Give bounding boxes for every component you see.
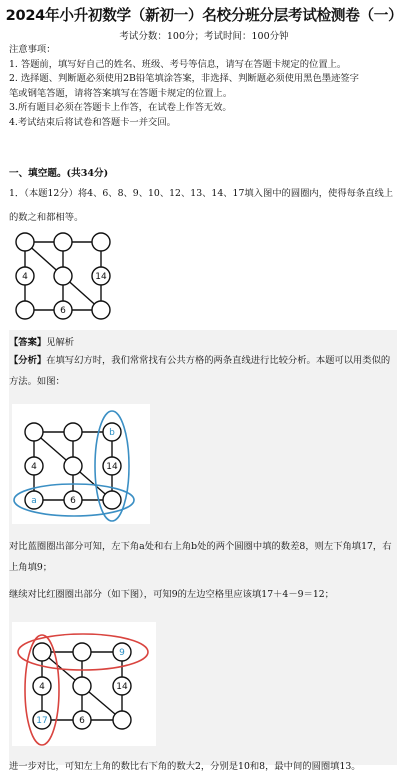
- note-item: 3.所有题目必须在答题卡上作答，在试卷上作答无效。: [9, 102, 232, 114]
- answer-line: [9, 334, 74, 348]
- note-item: 2. 选择题、判断题必须使用2B铅笔填涂答案，非选择、判断题必须使用黑色墨迹签字: [9, 73, 359, 85]
- notes-block: [9, 43, 401, 131]
- analysis-paragraph: 继续对比红圈圈出部分（如下图），可知9的左边空格里应该填17＋4－9＝12；: [9, 589, 334, 600]
- circle: [54, 233, 72, 251]
- page-title: 2024年小升初数学（新初一）名校分班分层考试检测卷（一）: [5, 7, 403, 24]
- circle-label: b: [109, 428, 115, 438]
- circle-label: a: [31, 496, 37, 506]
- analysis-figure-1: [12, 404, 150, 524]
- circle: [73, 677, 91, 695]
- circle-label: 4: [31, 462, 37, 472]
- section-heading: 一、填空题。(共34分): [9, 168, 109, 179]
- circle-label: 9: [119, 648, 125, 658]
- circle-label: 4: [39, 682, 45, 692]
- note-item: 笔或钢笔答题，请将答案填写在答题卡规定的位置上。: [9, 87, 233, 99]
- circle: [92, 301, 110, 319]
- circle-label: 14: [106, 462, 118, 472]
- notes-heading: 注意事项：: [9, 44, 56, 55]
- question-text: 1．（本题12分）将4、6、8、9、10、12、13、14、17填入图中的圆圈内，使得每条直线上的数之和都相等。: [9, 188, 394, 223]
- analysis-paragraph: 对比蓝圈圈出部分可知，左下角a处和右上角b处的两个圆圈中填的数差8，则左下角填17，右上角填9；: [9, 541, 392, 573]
- question-figure: [10, 228, 122, 328]
- analysis-figure-2: [12, 622, 156, 746]
- circle: [103, 491, 121, 509]
- answer-label: 【答案】: [9, 337, 47, 348]
- circle: [16, 233, 34, 251]
- circle-label: 4: [22, 272, 28, 282]
- circle: [16, 301, 34, 319]
- analysis-label: 【分析】: [9, 355, 47, 366]
- circle-label: 14: [95, 272, 107, 282]
- circle: [64, 457, 82, 475]
- circle: [92, 233, 110, 251]
- exam-info: 考试分数：100分；考试时间：100分钟: [119, 31, 289, 42]
- analysis: [9, 350, 397, 392]
- note-item: 4.考试结束后将试卷和答题卡一并交回。: [9, 116, 176, 128]
- circle-label: 6: [79, 716, 85, 726]
- circle-label: 14: [116, 682, 128, 692]
- answer-value: 见解析: [46, 337, 75, 348]
- note-item: 1. 答题前，填写好自己的姓名、班级、考号等信息，请写在答题卡规定的位置上。: [9, 58, 347, 70]
- circle: [54, 267, 72, 285]
- analysis-text: 在填写幻方时，我们常常找有公共方格的两条直线进行比较分析。本题可以用类似的方法。如图：: [9, 355, 391, 387]
- circle-label: 17: [36, 716, 48, 726]
- circle: [25, 423, 43, 441]
- circle-label: 6: [60, 306, 66, 316]
- circle: [64, 423, 82, 441]
- analysis-paragraph: 进一步对比，可知左上角的数比右下角的数大2，分别是10和8，最中间的圆圈填13。: [9, 761, 361, 772]
- circle: [33, 643, 51, 661]
- circle: [113, 711, 131, 729]
- circle-label: 6: [70, 496, 76, 506]
- circle: [73, 643, 91, 661]
